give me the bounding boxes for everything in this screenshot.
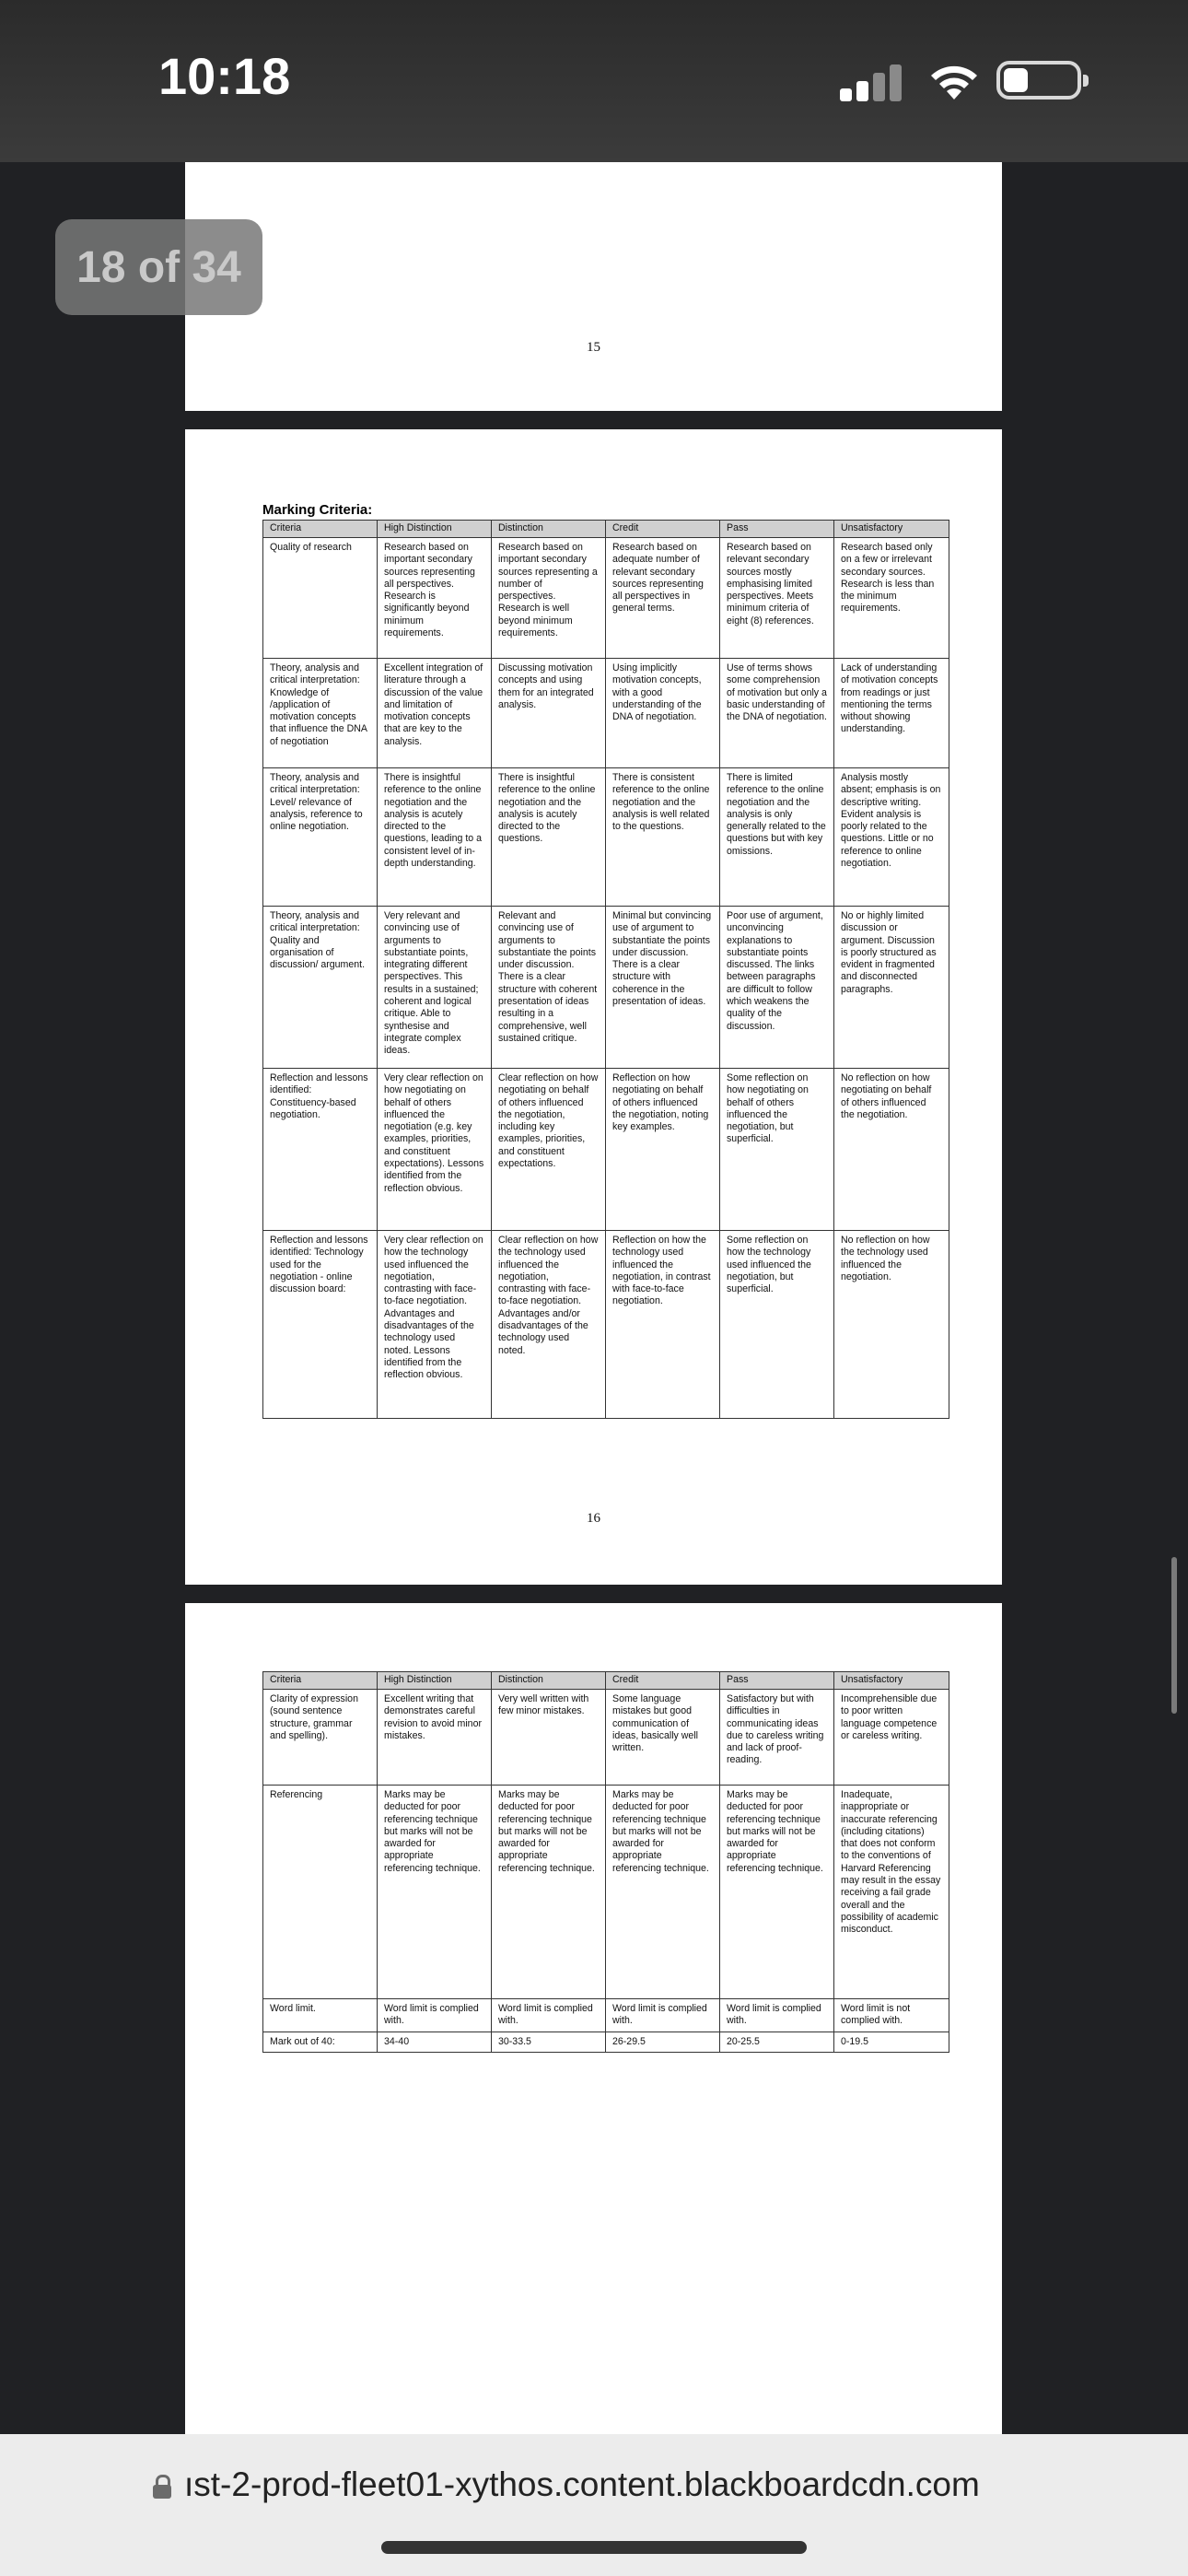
table-cell: Research based on relevant secondary sources mostly emphasising limited perspectives. Meets minimum criteria of eight (8) references. <box>720 538 834 659</box>
marking-criteria-table <box>262 520 949 1419</box>
table-cell: No or highly limited discussion or argument. Discussion is poorly structured as evident in fragmented and disconnected paragraphs. <box>834 907 949 1069</box>
pdf-page <box>185 162 1002 411</box>
table-cell: Lack of understanding of motivation concepts from readings or just mentioning the terms without showing understanding. <box>834 659 949 768</box>
table-cell: Clarity of expression (sound sentence structure, grammar and spelling). <box>263 1690 378 1786</box>
table-cell: Research based on important secondary sources representing a number of perspectives. Research is well beyond minimum requirements. <box>492 538 606 659</box>
table-cell: Reflection on how the technology used influenced the negotiation, in contrast with face-to-face negotiation. <box>606 1231 720 1419</box>
table-cell: 30-33.5 <box>492 2032 606 2053</box>
table-cell: Clear reflection on how the technology used influenced the negotiation, contrasting with face-to-face negotiation. Advantages and/or disadvantages of the technology used noted. <box>492 1231 606 1419</box>
table-header-row <box>263 1672 949 1690</box>
table-row <box>263 907 949 1069</box>
table-cell: Very clear reflection on how the technology used influenced the negotiation, contrasting with face-to-face negotiation. Advantages and disadvantages of the technology used noted. Lessons identified from the reflection obvious. <box>378 1231 492 1419</box>
wifi-icon <box>928 61 980 101</box>
table-cell: Excellent writing that demonstrates careful revision to avoid minor mistakes. <box>378 1690 492 1786</box>
table-cell: Some reflection on how the technology used influenced the negotiation, but superficial. <box>720 1231 834 1419</box>
table-cell: No reflection on how the technology used influenced the negotiation. <box>834 1231 949 1419</box>
table-cell: Satisfactory but with difficulties in communicating ideas due to careless writing and lack of proof-reading. <box>720 1690 834 1786</box>
table-cell: Quality of research <box>263 538 378 659</box>
table-cell: 20-25.5 <box>720 2032 834 2053</box>
clock: 10:18 <box>158 47 291 105</box>
section-heading: Marking Criteria: <box>262 502 373 518</box>
home-indicator[interactable] <box>381 2541 807 2554</box>
pdf-page <box>185 1603 1002 2434</box>
table-cell: Research based on adequate number of relevant secondary sources representing all perspectives in general terms. <box>606 538 720 659</box>
status-bar <box>0 0 1188 162</box>
column-header: Credit <box>606 521 720 538</box>
document-viewer[interactable] <box>0 162 1188 2434</box>
battery-icon <box>996 61 1081 100</box>
table-cell: 34-40 <box>378 2032 492 2053</box>
page-counter: 18 of 34 <box>55 219 262 315</box>
table-row <box>263 1999 949 2032</box>
table-cell: No reflection on how negotiating on behalf of others influenced the negotiation. <box>834 1069 949 1231</box>
table-cell: Marks may be deducted for poor referencing technique but marks will not be awarded for appropriate referencing technique. <box>378 1786 492 1999</box>
table-cell: Use of terms shows some comprehension of motivation but only a basic understanding of the DNA of negotiation. <box>720 659 834 768</box>
table-cell: Marks may be deducted for poor referencing technique but marks will not be awarded for appropriate referencing technique. <box>492 1786 606 1999</box>
table-cell: Word limit is not complied with. <box>834 1999 949 2032</box>
column-header: Pass <box>720 521 834 538</box>
table-cell: Very relevant and convincing use of arguments to substantiate points, integrating different perspectives. This results in a sustained; coherent and logical critique. Able to synthesise and integrate complex ideas. <box>378 907 492 1069</box>
table-cell: Referencing <box>263 1786 378 1999</box>
table-row <box>263 538 949 659</box>
url-bar[interactable] <box>0 2434 1188 2576</box>
column-header: Distinction <box>492 521 606 538</box>
table-cell: Word limit is complied with. <box>606 1999 720 2032</box>
column-header: High Distinction <box>378 1672 492 1690</box>
table-cell: 26-29.5 <box>606 2032 720 2053</box>
column-header: Criteria <box>263 521 378 538</box>
table-cell: Minimal but convincing use of argument to substantiate the points under discussion. There is a clear structure with coherence in the presentation of ideas. <box>606 907 720 1069</box>
table-row <box>263 1690 949 1786</box>
table-cell: Reflection and lessons identified: Technology used for the negotiation - online discussion board: <box>263 1231 378 1419</box>
table-cell: Discussing motivation concepts and using them for an integrated analysis. <box>492 659 606 768</box>
table-cell: Mark out of 40: <box>263 2032 378 2053</box>
table-cell: There is insightful reference to the online negotiation and the analysis is acutely directed to the questions. <box>492 768 606 907</box>
table-cell: Word limit is complied with. <box>720 1999 834 2032</box>
cellular-signal-icon <box>840 64 906 101</box>
column-header: Unsatisfactory <box>834 1672 949 1690</box>
table-cell: Very well written with few minor mistakes. <box>492 1690 606 1786</box>
table-cell: Theory, analysis and critical interpretation: Knowledge of /application of motivation concepts that influence the DNA of negotiation <box>263 659 378 768</box>
table-cell: There is insightful reference to the online negotiation and the analysis is acutely directed to the questions, leading to a consistent level of in-depth understanding. <box>378 768 492 907</box>
column-header: High Distinction <box>378 521 492 538</box>
column-header: Criteria <box>263 1672 378 1690</box>
table-cell: Excellent integration of literature through a discussion of the value and limitation of motivation concepts that are key to the analysis. <box>378 659 492 768</box>
table-cell: Word limit. <box>263 1999 378 2032</box>
table-cell: Some language mistakes but good communication of ideas, basically well written. <box>606 1690 720 1786</box>
page-number: 16 <box>587 1511 600 1526</box>
table-cell: Incomprehensible due to poor written language competence or careless writing. <box>834 1690 949 1786</box>
table-cell: Theory, analysis and critical interpretation: Level/ relevance of analysis, reference to online negotiation. <box>263 768 378 907</box>
table-cell: Using implicitly motivation concepts, with a good understanding of the DNA of negotiation. <box>606 659 720 768</box>
table-cell: Word limit is complied with. <box>492 1999 606 2032</box>
scroll-indicator[interactable] <box>1171 1557 1177 1714</box>
table-cell: Poor use of argument, unconvincing explanations to substantiate points discussed. The links between paragraphs are difficult to follow which weakens the quality of the discussion. <box>720 907 834 1069</box>
pdf-page <box>185 429 1002 1585</box>
column-header: Distinction <box>492 1672 606 1690</box>
column-header: Unsatisfactory <box>834 521 949 538</box>
page-number: 15 <box>587 340 600 355</box>
table-cell: Word limit is complied with. <box>378 1999 492 2032</box>
table-header-row <box>263 521 949 538</box>
table-cell: There is consistent reference to the online negotiation and the analysis is well related to the questions. <box>606 768 720 907</box>
table-cell: Research based only on a few or irrelevant secondary sources. Research is less than the minimum requirements. <box>834 538 949 659</box>
column-header: Pass <box>720 1672 834 1690</box>
table-cell: Research based on important secondary sources representing all perspectives. Research is significantly beyond minimum requirements. <box>378 538 492 659</box>
column-header: Credit <box>606 1672 720 1690</box>
table-cell: 0-19.5 <box>834 2032 949 2053</box>
table-cell: There is limited reference to the online negotiation and the analysis is only generally related to the questions but with key omissions. <box>720 768 834 907</box>
table-row <box>263 768 949 907</box>
marking-criteria-table-continued <box>262 1671 949 2053</box>
table-row <box>263 1786 949 1999</box>
table-cell: Very clear reflection on how negotiating on behalf of others influenced the negotiation (e.g. key examples, priorities, and constituent expectations). Lessons identified from the reflection obvious. <box>378 1069 492 1231</box>
table-cell: Marks may be deducted for poor referencing technique but marks will not be awarded for appropriate referencing technique. <box>720 1786 834 1999</box>
table-cell: Relevant and convincing use of arguments to substantiate the points under discussion. There is a clear structure with coherent presentation of ideas resulting in a comprehensive, well sustained critique. <box>492 907 606 1069</box>
table-row <box>263 1069 949 1231</box>
lock-icon <box>153 2475 171 2499</box>
table-row <box>263 1231 949 1419</box>
table-cell: Reflection on how negotiating on behalf of others influenced the negotiation, noting key examples. <box>606 1069 720 1231</box>
table-cell: Marks may be deducted for poor referencing technique but marks will not be awarded for appropriate referencing technique. <box>606 1786 720 1999</box>
table-cell: Clear reflection on how negotiating on behalf of others influenced the negotiation, including key examples, priorities, and constituent expectations. <box>492 1069 606 1231</box>
table-cell: Analysis mostly absent; emphasis is on descriptive writing. Evident analysis is poorly related to the questions. Little or no reference to online negotiation. <box>834 768 949 907</box>
table-row <box>263 659 949 768</box>
table-cell: Some reflection on how negotiating on behalf of others influenced the negotiation, but superficial. <box>720 1069 834 1231</box>
table-row <box>263 2032 949 2053</box>
table-cell: Reflection and lessons identified: Constituency-based negotiation. <box>263 1069 378 1231</box>
table-cell: Inadequate, inappropriate or inaccurate referencing (including citations) that does not conform to the conventions of Harvard Referencing may result in the essay receiving a fail grade overall and the possibility of academic misconduct. <box>834 1786 949 1999</box>
table-cell: Theory, analysis and critical interpretation: Quality and organisation of discussion/ argument. <box>263 907 378 1069</box>
url-text[interactable]: ıst-2-prod-fleet01-xythos.content.blackboardcdn.com <box>184 2465 980 2503</box>
